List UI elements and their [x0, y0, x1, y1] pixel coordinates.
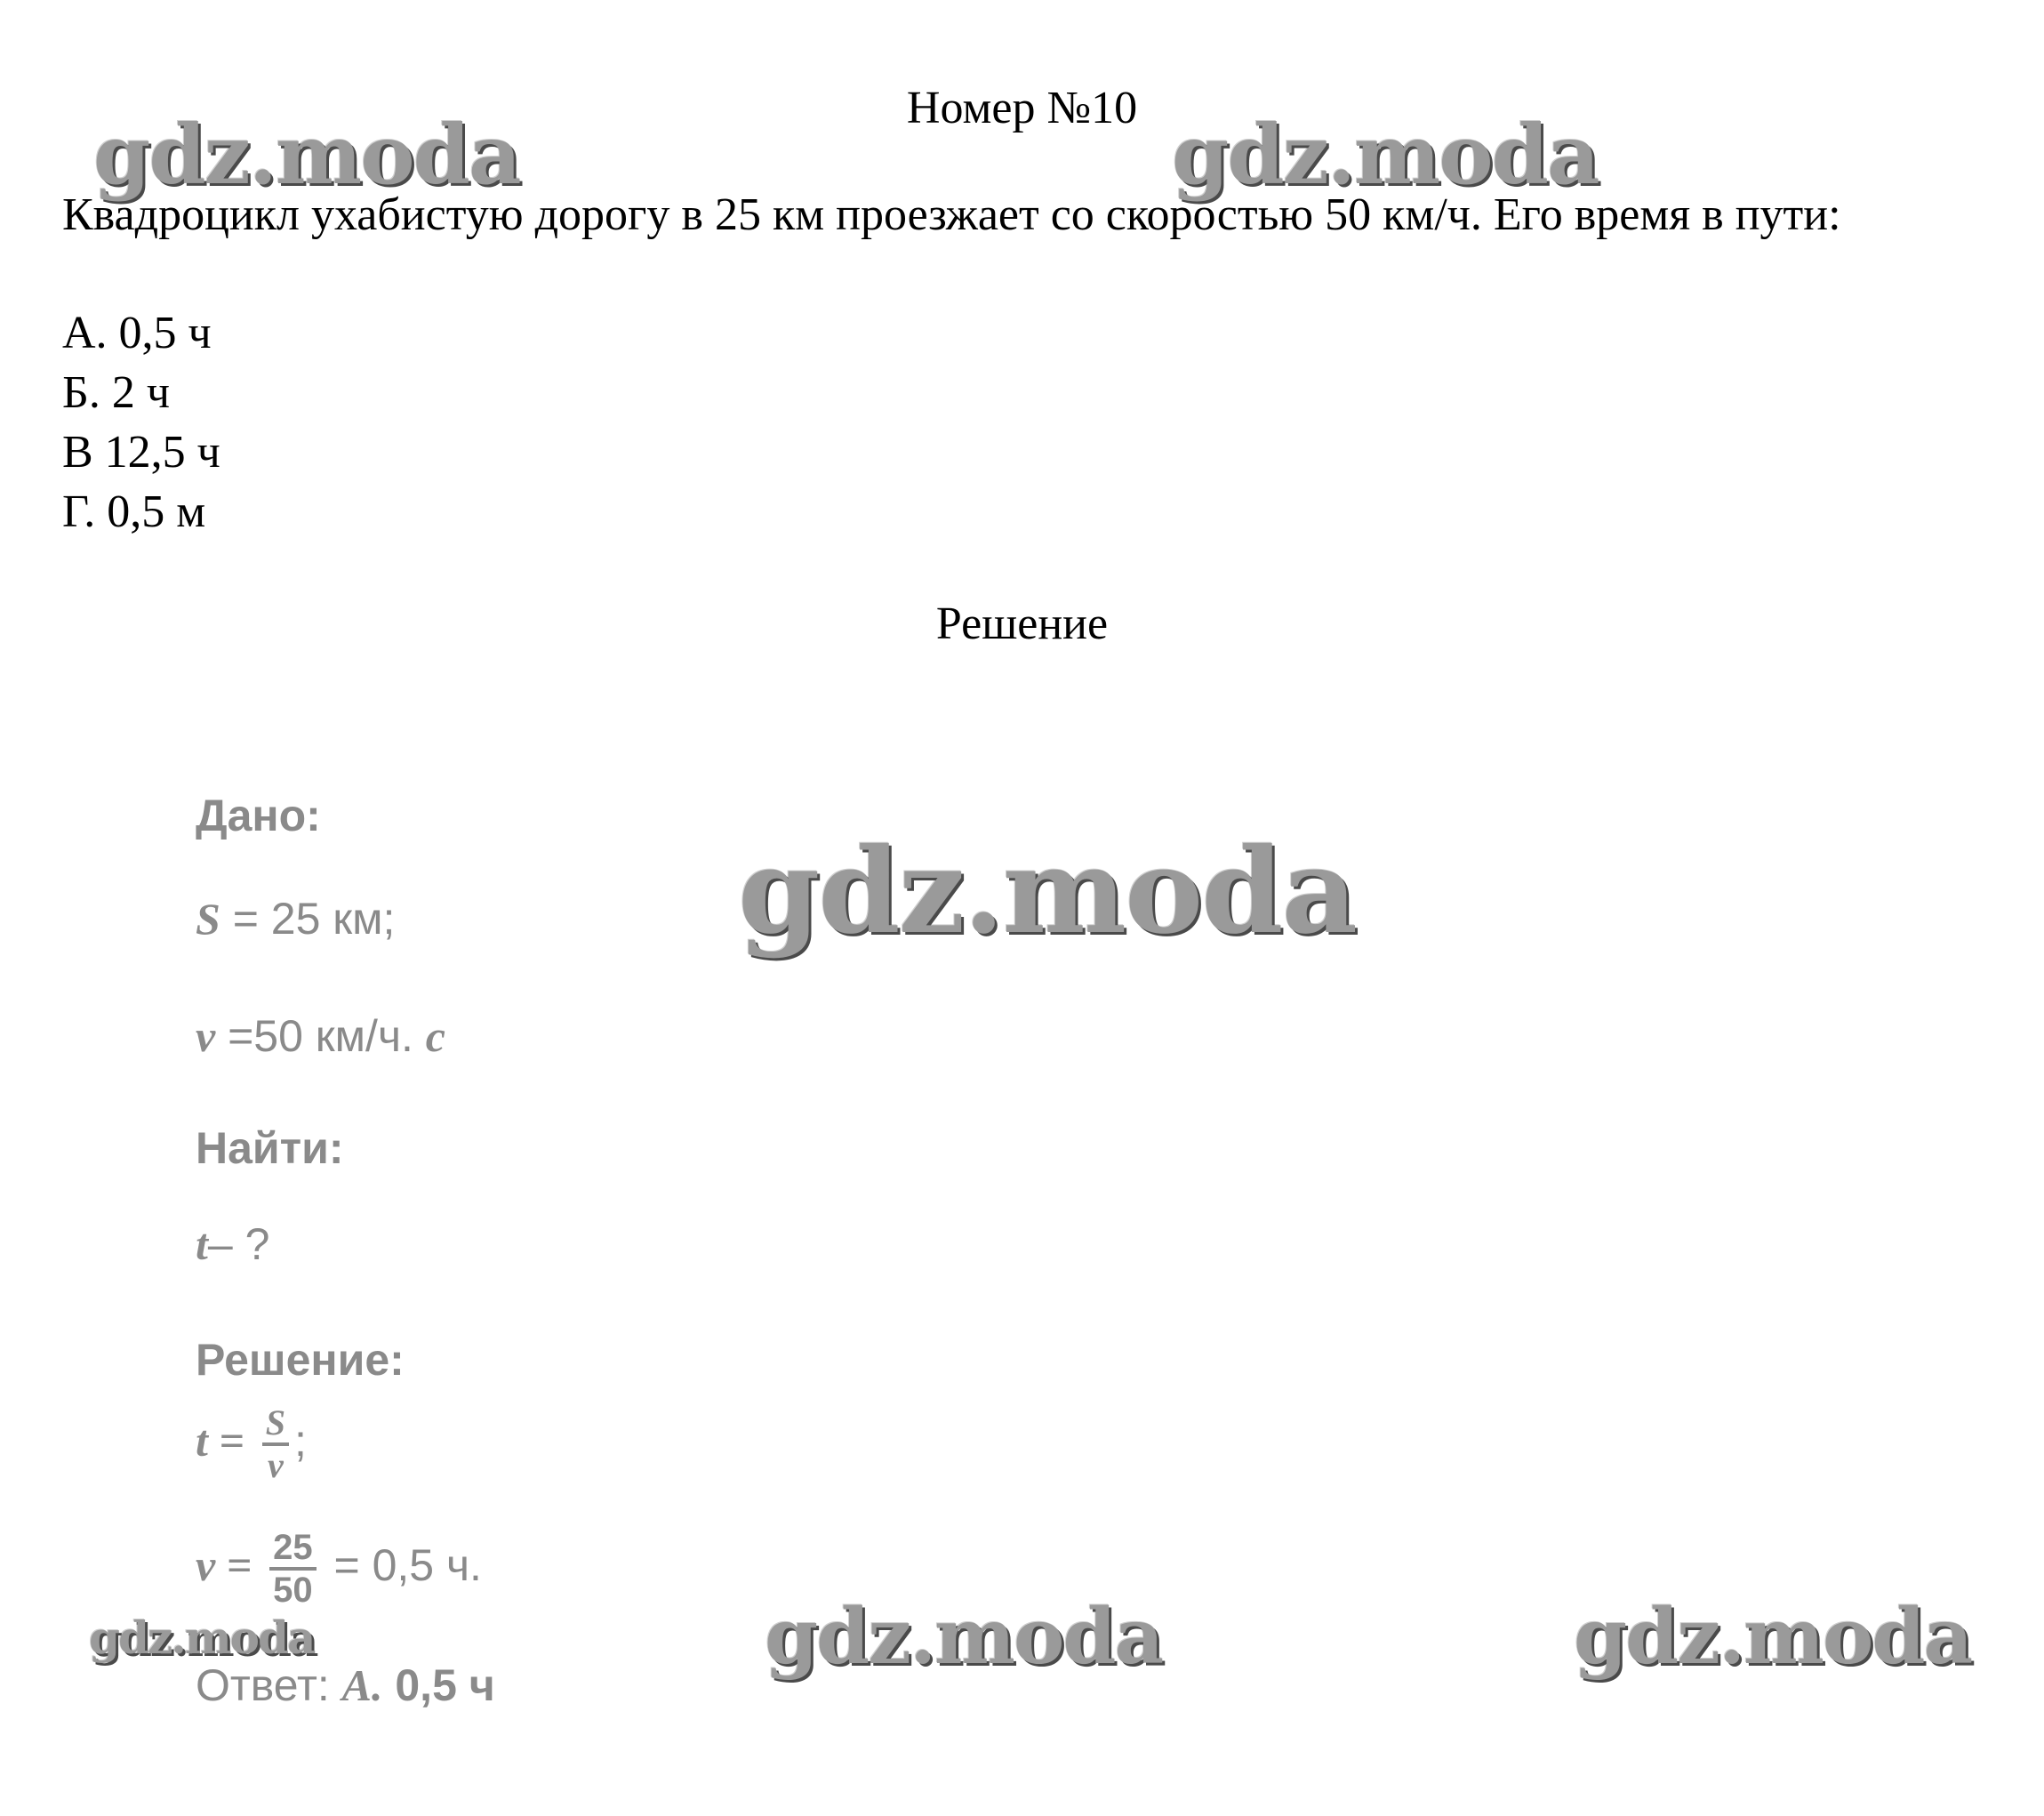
option-c: В 12,5 ч — [62, 427, 220, 478]
problem-text: Квадроцикл ухабистую дорогу в 25 км проезжает со скоростью 50 км/ч. Его время в пути: — [62, 189, 1841, 240]
solution-label: Решение: — [196, 1335, 405, 1385]
watermark-logo: gdz.moda — [765, 1592, 1163, 1682]
given-distance — [196, 893, 395, 944]
watermark-logo: gdz.moda — [1574, 1592, 1972, 1682]
answer-option: A. — [341, 1660, 383, 1710]
solution-heading: Решение — [935, 599, 1109, 649]
formula-fraction — [262, 1403, 289, 1485]
speed-tail: c — [425, 1011, 445, 1061]
watermark-logo: gdz.moda — [738, 823, 1357, 960]
calc-lhs: v = — [196, 1540, 252, 1591]
calc-denominator: 50 — [273, 1571, 313, 1610]
speed-value: =50 км/ч. — [215, 1011, 426, 1061]
given-speed — [196, 1010, 445, 1062]
distance-variable: S — [196, 894, 220, 944]
watermark-logo: gdz.moda — [93, 107, 520, 203]
find-label: Найти: — [196, 1123, 344, 1173]
find-question: – ? — [207, 1219, 270, 1269]
option-d: Г. 0,5 м — [62, 486, 206, 537]
watermark-logo: gdz.moda — [1172, 107, 1599, 203]
time-variable: t — [196, 1219, 208, 1269]
calculation — [196, 1528, 482, 1610]
answer-value: 0,5 ч — [382, 1660, 495, 1710]
calc-fraction — [269, 1528, 317, 1610]
calc-result: = 0,5 ч. — [321, 1540, 482, 1591]
formula-lhs: t = — [196, 1416, 244, 1466]
formula — [196, 1403, 307, 1485]
answer-label: Ответ: — [196, 1660, 342, 1710]
answer — [196, 1659, 495, 1711]
given-label: Дано: — [196, 791, 321, 840]
option-a: А. 0,5 ч — [62, 308, 212, 358]
page-title: Номер №10 — [906, 83, 1138, 133]
speed-variable: v — [196, 1011, 216, 1061]
calc-numerator: 25 — [269, 1528, 317, 1571]
fraction-denominator: v — [268, 1445, 284, 1485]
find-unknown — [196, 1218, 269, 1270]
option-b: Б. 2 ч — [62, 367, 171, 418]
fraction-numerator: S — [262, 1403, 289, 1446]
formula-tail: ; — [294, 1416, 307, 1466]
watermark-logo: gdz.moda — [89, 1611, 315, 1664]
distance-value: = 25 км; — [220, 894, 396, 944]
